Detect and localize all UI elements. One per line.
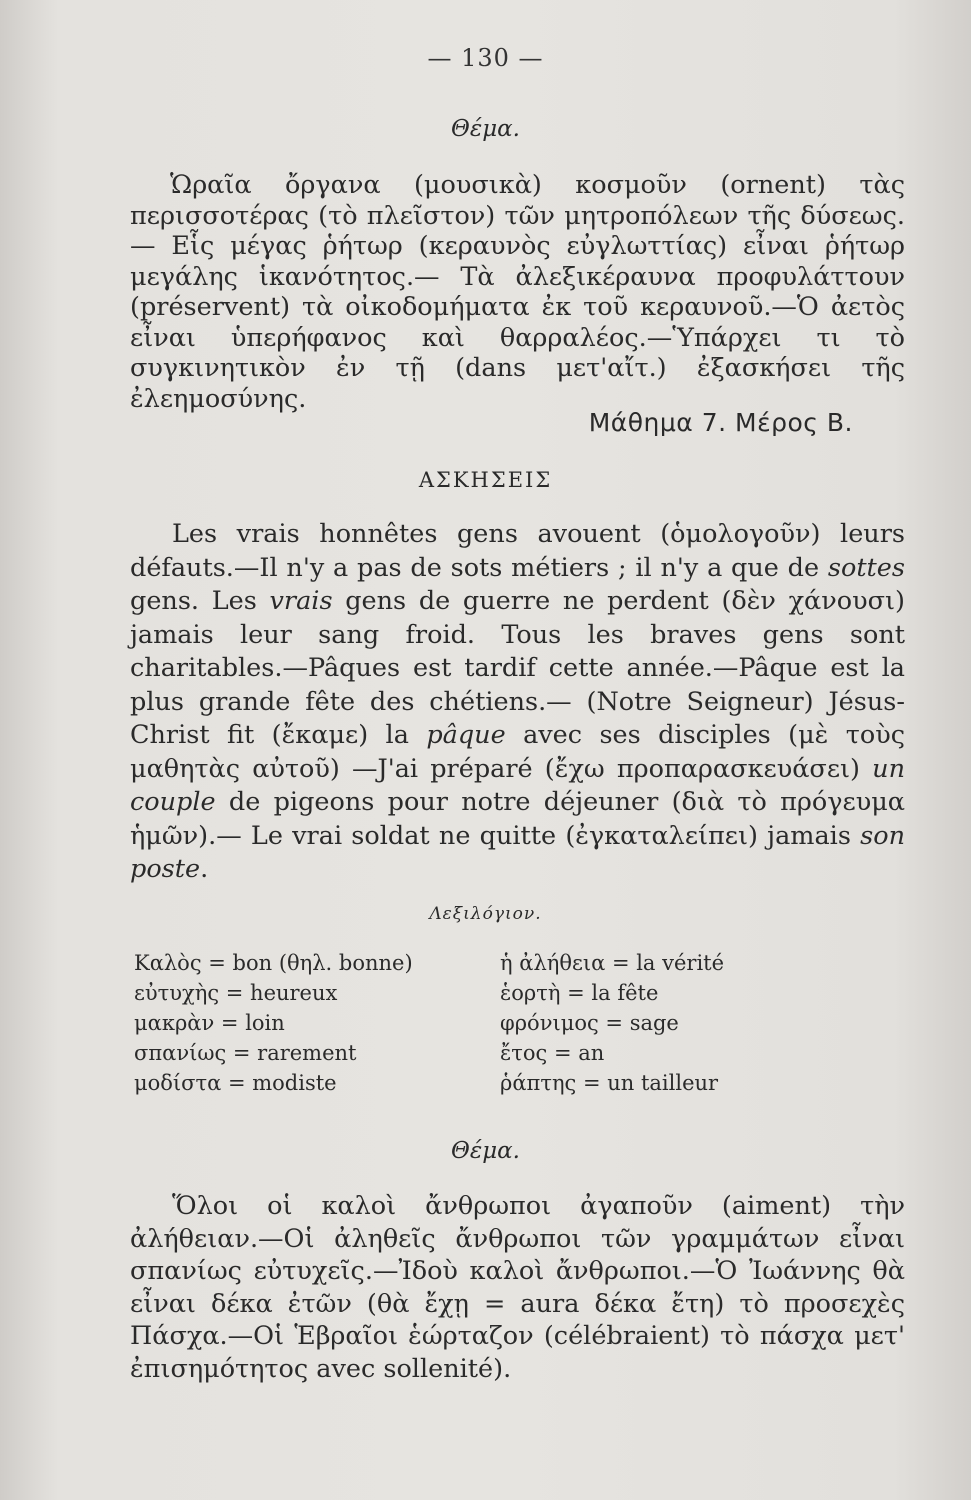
exercises-heading: ΑΣΚΗΣΕΙΣ [418, 468, 553, 492]
paragraph-3 [130, 1190, 905, 1385]
page-number: — 130 — [427, 44, 544, 72]
paragraph-2-segment: sottes [827, 552, 905, 583]
paragraph-2-text [130, 518, 905, 887]
paragraph-3-text [130, 1190, 905, 1385]
vocabulary-entry: ἡ ἀλήθεια = la vérité [500, 951, 725, 975]
paragraph-2-segment: son poste [130, 820, 905, 884]
vocabulary-entry: ἑορτὴ = la fête [500, 981, 659, 1005]
paragraph-2 [130, 518, 905, 887]
paragraph-2-segment: gens de guerre ne perdent (δὲν χάνουσι) jamais leur sang froid. Tous les braves gens sont charitables.—Pâques est tardif cette année.—Pâque est la plus grande fête des chétiens.— (Notre Seigneur) Jésus-Christ fit (ἔκαμε) la [130, 586, 905, 750]
theme-heading-2: Θέμα. [451, 1138, 520, 1164]
lesson-heading: Μάθημα 7. Μέρος Β. [588, 408, 853, 437]
paragraph-2-segment: Les vrais honnêtes gens avouent (ὁμολογοῦν) leurs défauts.—Il n'y a pas de sots métiers ; il n'y a que de [130, 519, 905, 583]
vocabulary-entry: μακρὰν = loin [134, 1011, 285, 1035]
paragraph-1-text [130, 170, 905, 414]
vocabulary-entry: φρόνιμος = sage [500, 1011, 679, 1035]
paragraph-2-segment: pâque [426, 720, 506, 750]
paragraph-2-segment: . [200, 854, 209, 884]
paragraph-1 [130, 170, 905, 414]
vocabulary-entry: σπανίως = rarement [134, 1041, 357, 1065]
vocabulary-entry: εὐτυχὴς = heureux [134, 981, 338, 1005]
vocabulary-heading: Λεξιλόγιον. [429, 904, 542, 924]
paragraph-1-segment: Ὡραῖα ὄργανα (μουσικὰ) κοσμοῦν (ornent) τὰς περισσοτέρας (τὸ πλεῖστον) τῶν μητροπόλεων τῆς δύσεως.— Εἷς μέγας ῥήτωρ (κεραυνὸς εὐγλωττίας) εἶναι ῥήτωρ μεγάλης ἱκανότητος.— Τὰ ἀλεξικέραυνα προφυλάττουν (préservent) τὰ οἰκοδομήματα ἐκ τοῦ κεραυνοῦ.—Ὁ ἀετὸς εἶναι ὑπερήφανος καὶ θαρραλέος.—Ὑπάρχει τι τὸ συγκινητικὸν ἐν τῇ (dans μετ'αἴτ.) ἐξασκήσει τῆς ἐλεημοσύνης. [130, 170, 905, 414]
vocabulary-right-column [500, 948, 724, 1098]
paragraph-2-segment: vrais [269, 586, 333, 616]
paragraph-2-segment: gens. Les [130, 586, 270, 616]
paragraph-2-segment: un couple [130, 753, 905, 817]
vocabulary-left-column [134, 948, 413, 1098]
theme-heading-1: Θέμα. [451, 116, 520, 142]
paragraph-3-segment: Ὅλοι οἱ καλοὶ ἄνθρωποι ἀγαποῦν (aiment) τὴν ἀλήθειαν.—Οἱ ἀληθεῖς ἄνθρωποι τῶν γραμμάτων εἶναι σπανίως εὐτυχεῖς.—Ἰδοὺ καλοὶ ἄνθρωποι.—Ὁ Ἰωάννης θὰ εἶναι δέκα ἐτῶν (θὰ ἔχῃ = aura δέκα ἔτη) τὸ προσεχὲς Πάσχα.—Οἱ Ἑβραῖοι ἑώρταζον (célébraient) τὸ πάσχα μετ' ἐπισημότητος avec sollenité). [130, 1191, 905, 1384]
paragraph-2-segment: avec ses disciples (μὲ τοὺς μαθητὰς αὐτοῦ) —J'ai préparé (ἔχω προπαρασκευάσει) [130, 720, 905, 784]
paragraph-2-segment: de pigeons pour notre déjeuner (διὰ τὸ πρόγευμα ἡμῶν).— Le vrai soldat ne quitte (ἐγκαταλείπει) jamais [130, 787, 905, 851]
vocabulary-entry: ῥάπτης = un tailleur [500, 1071, 719, 1095]
vocabulary-entry: ἔτος = an [500, 1041, 605, 1065]
vocabulary-entry: Καλὸς = bon (θηλ. bonne) [134, 951, 413, 975]
vocabulary-entry: μοδίστα = modiste [134, 1071, 337, 1095]
